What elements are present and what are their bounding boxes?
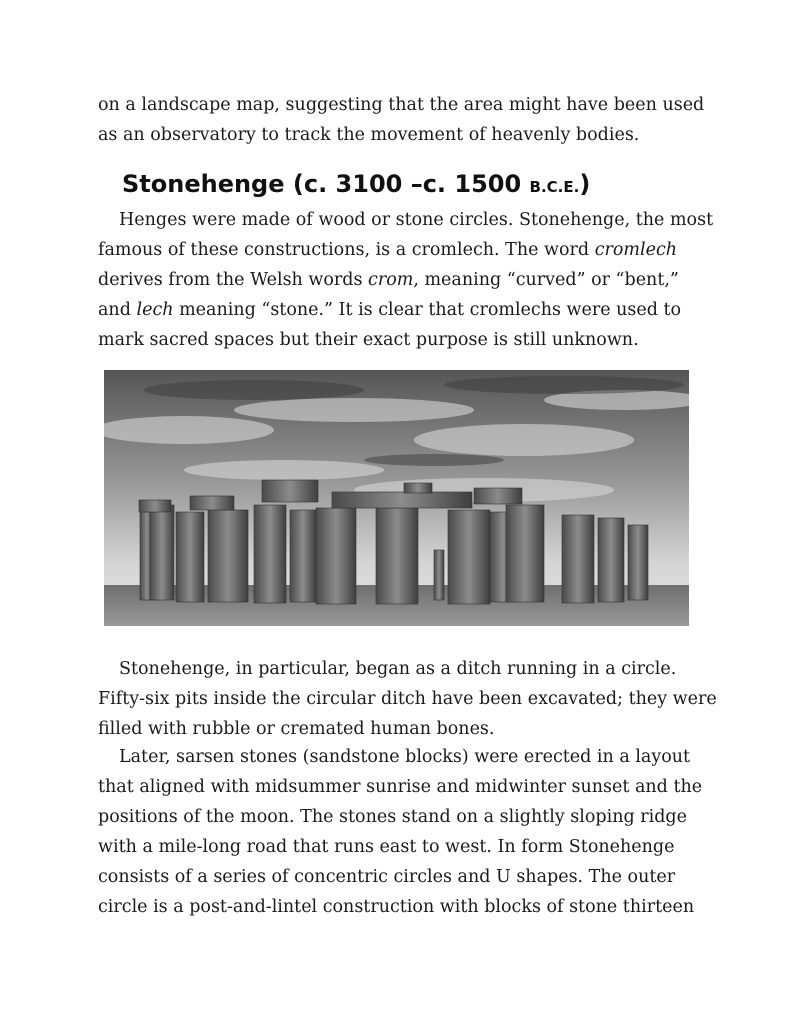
stonehenge-photo: [104, 370, 689, 626]
text-run: derives from the Welsh words: [98, 270, 369, 290]
text-line: consists of a series of concentric circles and U shapes. The outer: [98, 867, 676, 887]
text-line: positions of the moon. The stones stand on a slightly sloping ridge: [98, 807, 687, 827]
italic-term: crom: [368, 270, 414, 290]
text-line: on a landscape map, suggesting that the area might have been used: [98, 95, 705, 115]
text-line: filled with rubble or cremated human bones.: [98, 719, 495, 739]
heading-main: Stonehenge (c. 3100 –c. 1500: [122, 170, 530, 198]
text-line: that aligned with midsummer sunrise and midwinter sunset and the: [98, 777, 703, 797]
paragraph-sarsen: [98, 742, 708, 922]
intro-paragraph: [98, 90, 708, 150]
text-line: Henges were made of wood or stone circles. Stonehenge, the most: [119, 210, 714, 230]
heading-close: ): [579, 170, 591, 198]
text-line: as an observatory to track the movement of heavenly bodies.: [98, 125, 640, 145]
text-line: mark sacred spaces but their exact purpose is still unknown.: [98, 330, 639, 350]
text-line: [98, 235, 708, 265]
paragraph-henges: [98, 205, 714, 355]
text-line: circle is a post-and-lintel construction with blocks of stone thirteen: [98, 897, 695, 917]
text-line: with a mile-long road that runs east to west. In form Stonehenge: [98, 837, 675, 857]
text-run: famous of these constructions, is a cromlech. The word: [98, 240, 595, 260]
text-line: [98, 265, 708, 295]
heading-era: B.C.E.: [529, 178, 580, 196]
text-line: Later, sarsen stones (sandstone blocks) were erected in a layout: [119, 747, 691, 767]
text-run: , meaning “curved” or “bent,”: [413, 270, 679, 290]
text-run: and: [98, 300, 137, 320]
text-run: meaning “stone.” It is clear that cromlechs were used to: [173, 300, 682, 320]
italic-term: lech: [136, 300, 174, 320]
text-line: Stonehenge, in particular, began as a ditch running in a circle.: [119, 659, 677, 679]
italic-term: cromlech: [594, 240, 678, 260]
paragraph-ditch: [98, 654, 717, 744]
section-heading: [122, 170, 590, 198]
text-line: Fifty-six pits inside the circular ditch have been excavated; they were: [98, 689, 717, 709]
text-line: [98, 295, 708, 325]
